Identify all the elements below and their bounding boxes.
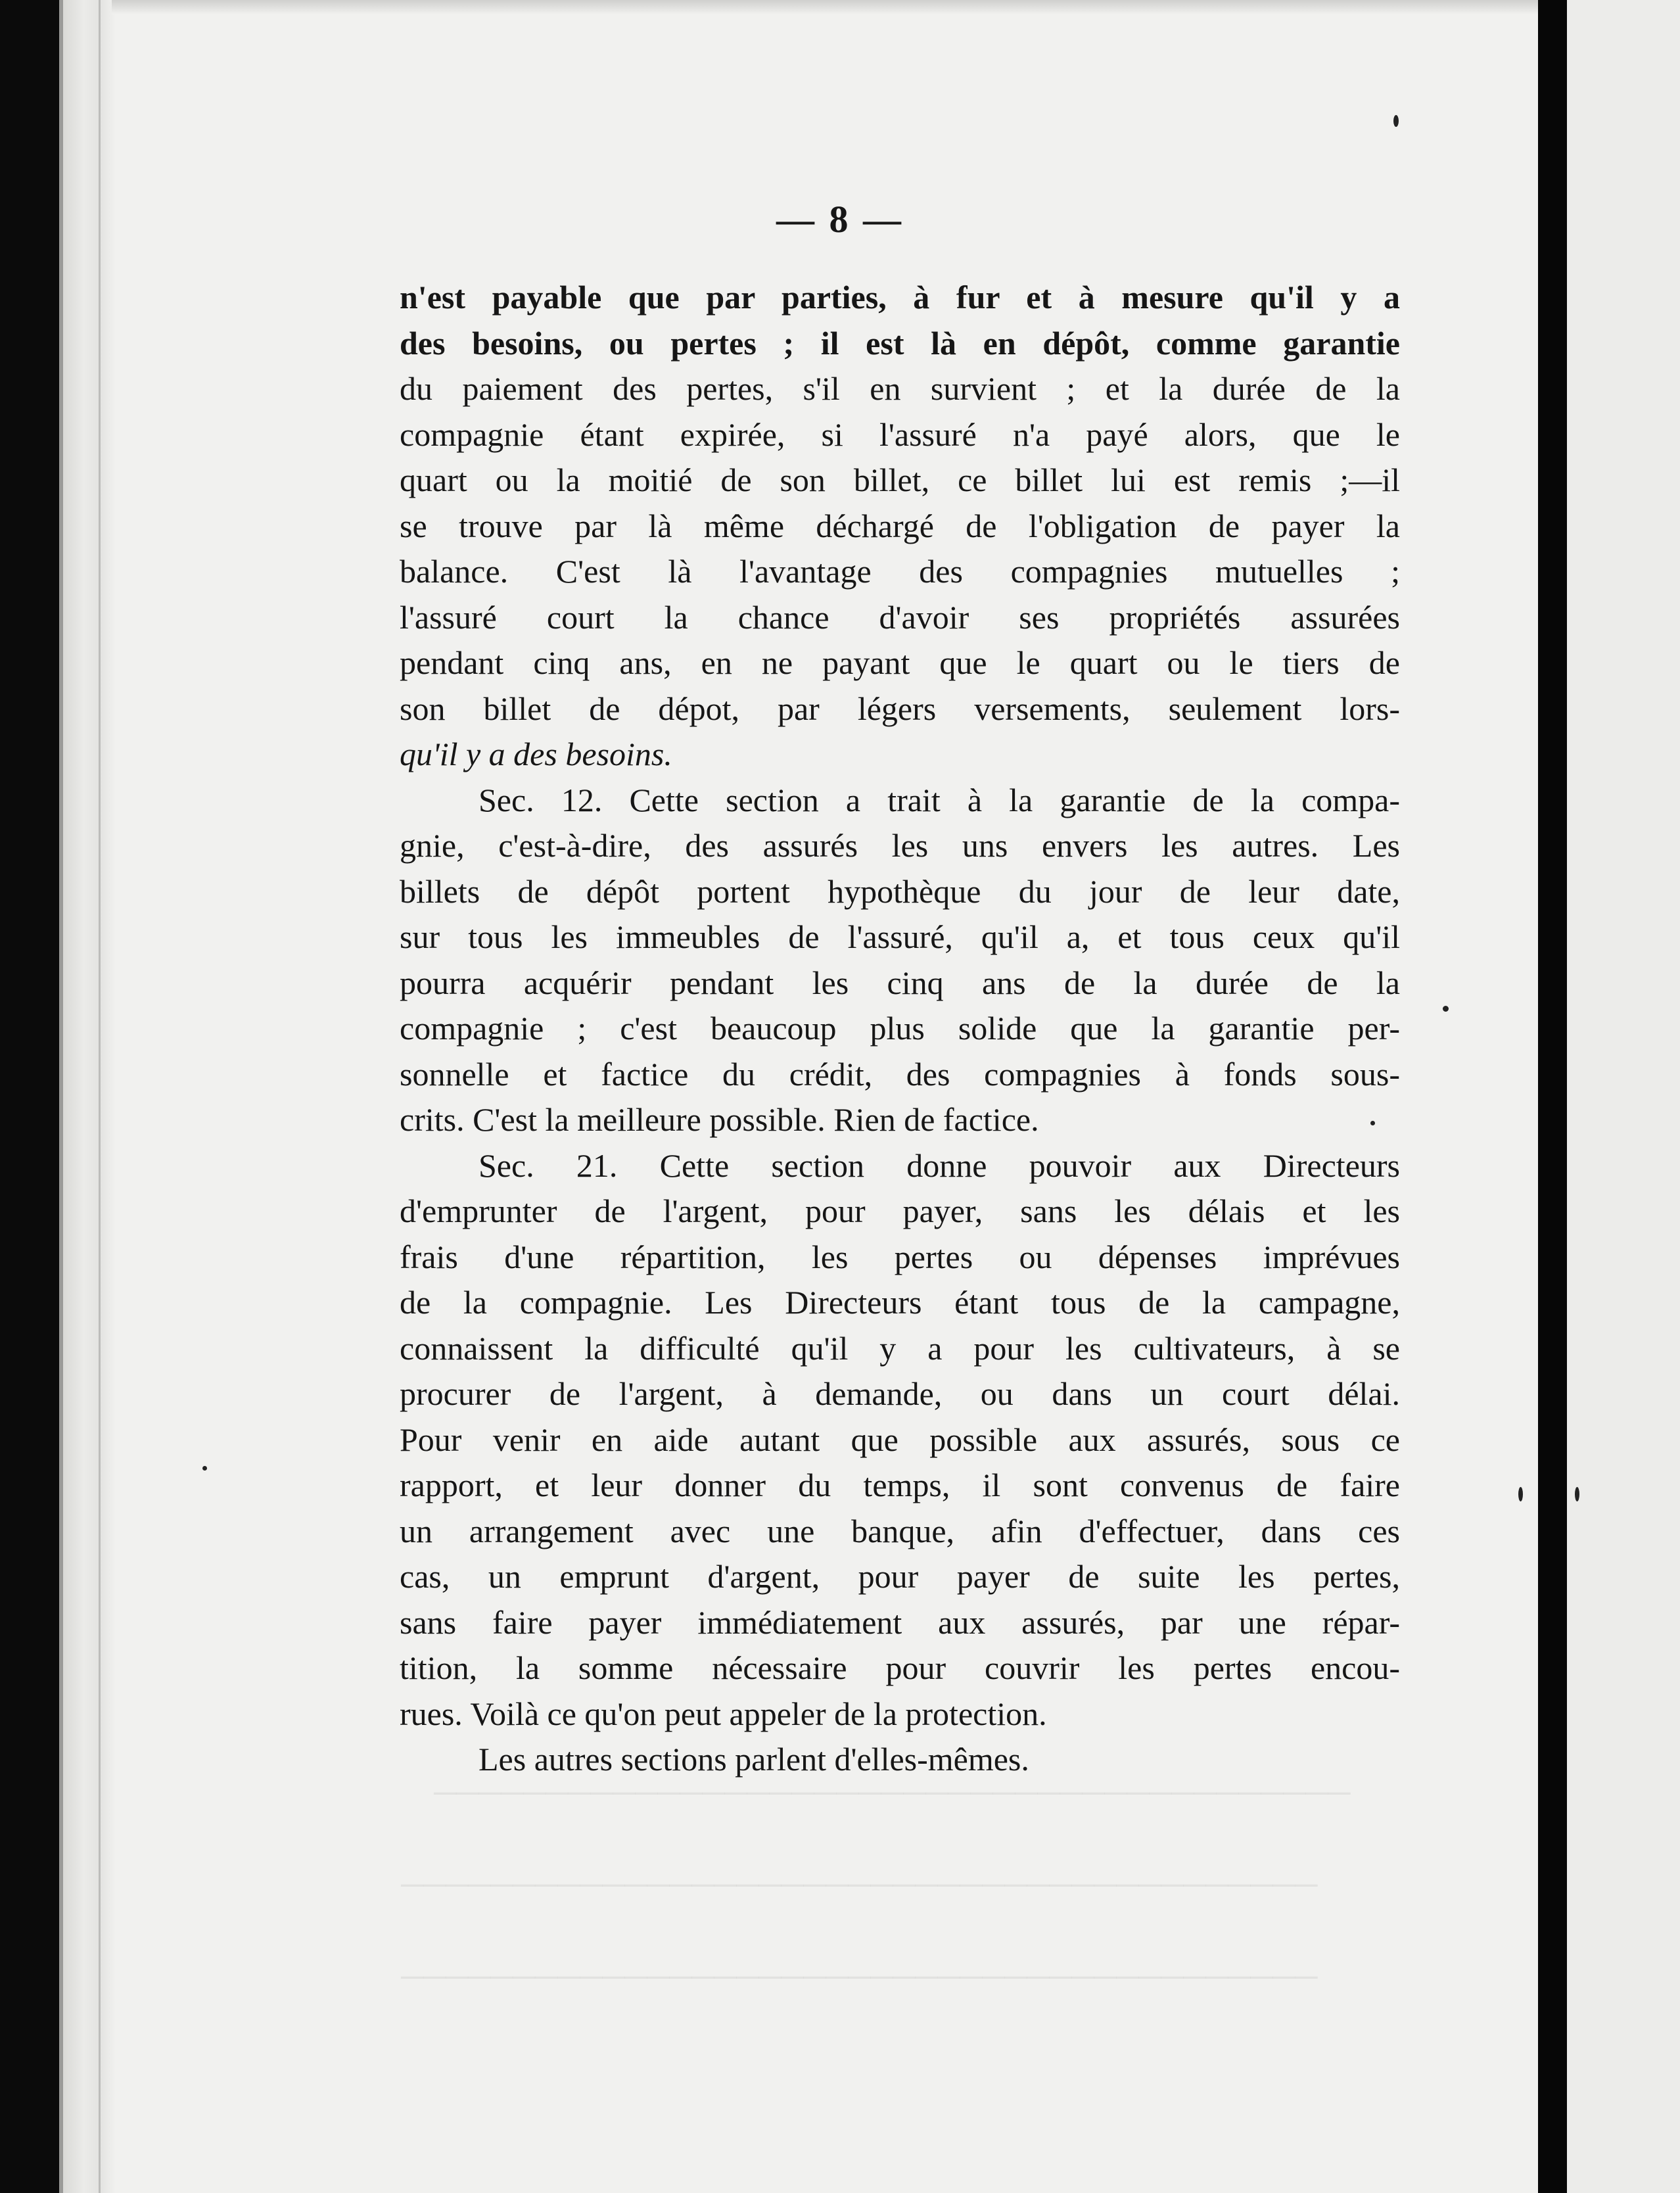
- text-line: sans faire payer immédiatement aux assurés, par une répar-: [400, 1603, 1400, 1641]
- gutter-line: [99, 0, 101, 2193]
- show-through: ─────────────────────────────────────────: [401, 1868, 1318, 1902]
- show-through: ─────────────────────────────────────────: [401, 1960, 1318, 1994]
- text-line: balance. C'est là l'avantage des compagnies mutuelles ;: [400, 553, 1400, 590]
- text-line: un arrangement avec une banque, afin d'effectuer, dans ces: [400, 1512, 1400, 1549]
- text-line: Sec. 21. Cette section donne pouvoir aux Directeurs: [478, 1146, 1400, 1184]
- text-line: compagnie ; c'est beaucoup plus solide que la garantie per-: [400, 1010, 1400, 1047]
- text-line: gnie, c'est-à-dire, des assurés les uns envers les autres. Les: [400, 827, 1400, 864]
- page-binding-edge: [59, 0, 116, 2193]
- text-line: de la compagnie. Les Directeurs étant tous de la campagne,: [400, 1284, 1400, 1321]
- text-line: rues. Voilà ce qu'on peut appeler de la protection.: [400, 1695, 1047, 1732]
- show-through: ─────────────────────────────────────────: [434, 1776, 1351, 1810]
- text-line: Les autres sections parlent d'elles-mêmes.: [478, 1741, 1029, 1778]
- scan-speck: [1393, 115, 1399, 127]
- scan-border-left: [0, 0, 59, 2193]
- scan-speck: [1518, 1487, 1523, 1501]
- text-line: pendant cinq ans, en ne payant que le quart ou le tiers de: [400, 644, 1400, 681]
- text-line: frais d'une répartition, les pertes ou dépenses imprévues: [400, 1238, 1400, 1275]
- text-line: l'assuré court la chance d'avoir ses propriétés assurées: [400, 598, 1400, 636]
- scan-speck: [1443, 1006, 1449, 1012]
- scan-border-right: [1538, 0, 1567, 2193]
- body-text: [400, 275, 1400, 1783]
- text-line: pourra acquérir pendant les cinq ans de la durée de la: [400, 964, 1400, 1001]
- text-line: son billet de dépot, par légers versements, seulement lors-: [400, 690, 1400, 727]
- scan-speck: [202, 1466, 207, 1471]
- text-line: crits. C'est la meilleure possible. Rien de factice.: [400, 1101, 1039, 1138]
- text-line: qu'il y a des besoins.: [400, 736, 672, 772]
- text-line: quart ou la moitié de son billet, ce billet lui est remis ;—il: [400, 461, 1400, 498]
- text-line: sonnelle et factice du crédit, des compagnies à fonds sous-: [400, 1055, 1400, 1093]
- adjacent-page-edge: [1567, 0, 1680, 2193]
- text-line: connaissent la difficulté qu'il y a pour les cultivateurs, à se: [400, 1329, 1400, 1367]
- text-line: billets de dépôt portent hypothèque du jour de leur date,: [400, 872, 1400, 910]
- top-edge-shadow: [112, 0, 1538, 14]
- text-line: des besoins, ou pertes ; il est là en dépôt, comme garantie: [400, 324, 1400, 362]
- text-line: cas, un emprunt d'argent, pour payer de suite les pertes,: [400, 1558, 1400, 1595]
- text-line: sur tous les immeubles de l'assuré, qu'il a, et tous ceux qu'il: [400, 918, 1400, 955]
- text-line: n'est payable que par parties, à fur et à mesure qu'il y a: [400, 279, 1400, 316]
- text-line: Pour venir en aide autant que possible aux assurés, sous ce: [400, 1421, 1400, 1458]
- text-line: se trouve par là même déchargé de l'obligation de payer la: [400, 507, 1400, 544]
- text-line: d'emprunter de l'argent, pour payer, sans les délais et les: [400, 1192, 1400, 1229]
- text-line: tition, la somme nécessaire pour couvrir les pertes encou-: [400, 1649, 1400, 1686]
- page-number: — 8 —: [776, 198, 904, 241]
- text-line: Sec. 12. Cette section a trait à la garantie de la compa-: [478, 781, 1400, 818]
- text-line: procurer de l'argent, à demande, ou dans un court délai.: [400, 1375, 1400, 1412]
- text-line: compagnie étant expirée, si l'assuré n'a payé alors, que le: [400, 415, 1400, 453]
- text-line: rapport, et leur donner du temps, il sont convenus de faire: [400, 1467, 1400, 1503]
- scan-speck: [1575, 1487, 1579, 1501]
- text-line: du paiement des pertes, s'il en survient ; et la durée de la: [400, 370, 1400, 407]
